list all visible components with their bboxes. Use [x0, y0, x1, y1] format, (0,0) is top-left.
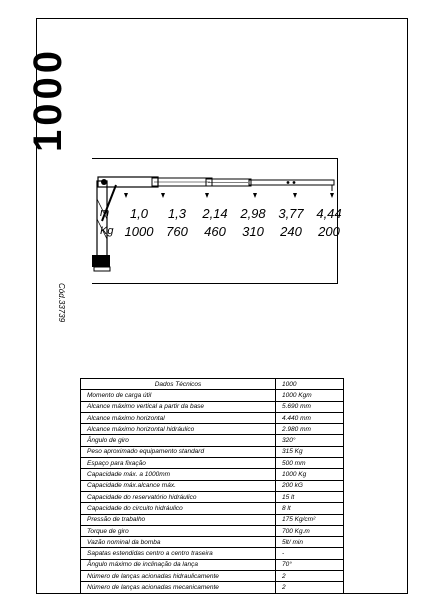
spec-value: 70°	[276, 559, 344, 570]
capacity-value: 760	[166, 223, 188, 239]
spec-label: Alcance máximo horizontal hidráulico	[81, 424, 276, 435]
capacity-value: 1000	[124, 223, 154, 239]
spec-value: 500 mm	[276, 458, 344, 469]
spec-value: 315 Kg	[276, 446, 344, 457]
spec-value: 4.440 mm	[276, 412, 344, 423]
table-row	[81, 571, 344, 582]
spec-value: 5lt/ min	[276, 537, 344, 548]
spec-label: Número de lanças acionadas hidraulicamente	[81, 571, 276, 582]
reach-row	[100, 204, 348, 222]
capacity-value: 460	[204, 223, 226, 239]
reach-value: 2,98	[240, 205, 266, 221]
table-row	[81, 390, 344, 401]
spec-label: Vazão nominal da bomba	[81, 537, 276, 548]
spec-label: Capacidade máx. a 1000mm	[81, 469, 276, 480]
boom-pin	[101, 179, 107, 185]
spec-label: Torque de giro	[81, 525, 276, 536]
table-row	[81, 525, 344, 536]
reach-marker	[205, 193, 209, 198]
spec-label: Peso aproximado equipamento standard	[81, 446, 276, 457]
table-row	[81, 480, 344, 491]
table-row	[81, 582, 344, 593]
spec-label: Alcance máximo horizontal	[81, 412, 276, 423]
reach-marker	[124, 193, 128, 198]
reach-marker	[330, 193, 334, 198]
spec-value: 2	[276, 571, 344, 582]
spec-label: Pressão de trabalho	[81, 514, 276, 525]
reach-marker	[293, 193, 297, 198]
specs-header-value: 1000	[276, 379, 344, 390]
crane-foot	[94, 267, 110, 271]
spec-label: Número de lanças acionadas mecanicamente	[81, 582, 276, 593]
spec-value: 175 Kg/cm²	[276, 514, 344, 525]
specs-table	[80, 378, 344, 594]
spec-value: 1000 Kgm	[276, 390, 344, 401]
table-row	[81, 537, 344, 548]
reach-unit: m	[100, 207, 110, 219]
spec-label: Capacidade máx.alcance máx.	[81, 480, 276, 491]
reach-marker	[161, 193, 165, 198]
table-row	[81, 514, 344, 525]
spec-value: 700 Kg.m	[276, 525, 344, 536]
spec-label: Sapatas estendidas centro a centro traseira	[81, 548, 276, 559]
spec-value: 1000 Kg	[276, 469, 344, 480]
reach-value: 1,3	[167, 205, 187, 221]
table-row	[81, 491, 344, 502]
table-row	[81, 435, 344, 446]
crane-base	[92, 255, 110, 267]
reach-value: 3,77	[278, 205, 304, 221]
spec-value: 15 lt	[276, 491, 344, 502]
capacity-unit: Kg	[100, 225, 114, 237]
table-row	[81, 469, 344, 480]
table-row	[81, 458, 344, 469]
spec-value: 200 kG	[276, 480, 344, 491]
spec-label: Ângulo máximo de inclinação da lança	[81, 559, 276, 570]
product-code: Cód.33739	[57, 283, 66, 323]
reach-value: 2,14	[202, 205, 228, 221]
spec-value: 2	[276, 582, 344, 593]
specs-header-row	[81, 379, 344, 390]
capacity-value: 240	[280, 223, 302, 239]
table-row	[81, 446, 344, 457]
spec-value: 2.980 mm	[276, 424, 344, 435]
spec-value: 8 lt	[276, 503, 344, 514]
load-chart	[100, 204, 348, 240]
reach-value: 1,0	[129, 205, 149, 221]
spec-label: Ângulo de giro	[81, 435, 276, 446]
spec-label: Alcance máximo vertical a partir da base	[81, 401, 276, 412]
capacity-value: 310	[242, 223, 264, 239]
spec-label: Capacidade do reservatório hidráulico	[81, 491, 276, 502]
capacity-value: 200	[318, 223, 340, 239]
spec-value: 5.690 mm	[276, 401, 344, 412]
spec-value: -	[276, 548, 344, 559]
table-row	[81, 412, 344, 423]
table-row	[81, 401, 344, 412]
spec-value: 320°	[276, 435, 344, 446]
spec-label: Momento de carga útil	[81, 390, 276, 401]
specs-header-label: Dados Técnicos	[81, 379, 276, 390]
reach-marker	[253, 193, 257, 198]
reach-value: 4,44	[316, 205, 342, 221]
boom-pin	[287, 181, 290, 184]
capacity-row	[100, 222, 348, 240]
boom-pin	[293, 181, 296, 184]
table-row	[81, 559, 344, 570]
boom-section-4	[249, 180, 334, 185]
table-row	[81, 424, 344, 435]
model-title: 1000	[26, 47, 70, 152]
spec-label: Espaço para fixação	[81, 458, 276, 469]
table-row	[81, 548, 344, 559]
spec-label: Capacidade do circuito hidráulico	[81, 503, 276, 514]
table-row	[81, 503, 344, 514]
